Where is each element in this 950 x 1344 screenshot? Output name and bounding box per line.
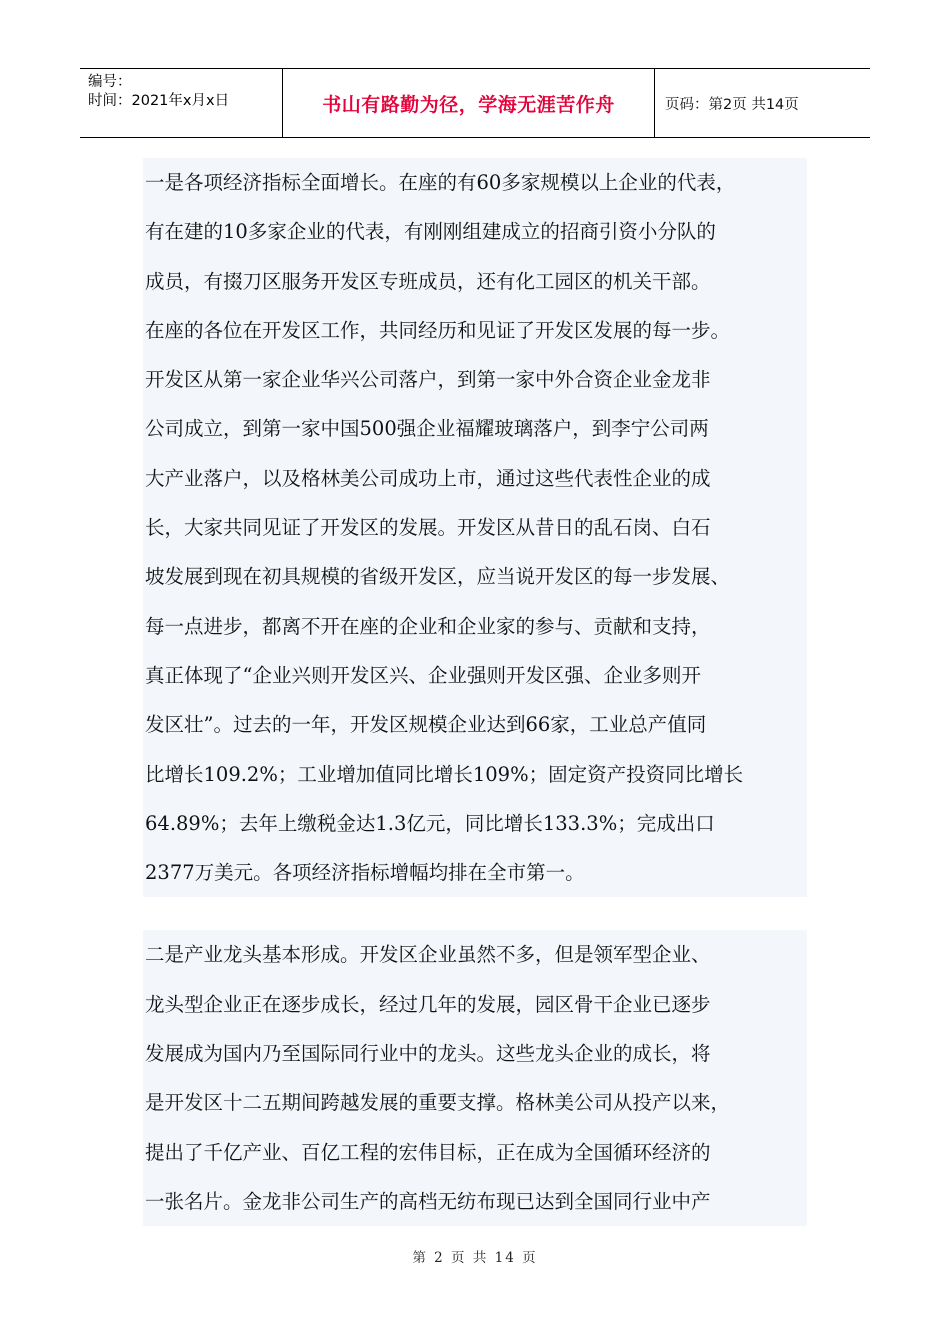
text-line: 发展成为国内乃至国际同行业中的龙头。这些龙头企业的成长，将	[145, 1042, 711, 1066]
text-line: 坡发展到现在初具规模的省级开发区，应当说开发区的每一步发展、	[145, 565, 731, 589]
text-line: 开发区从第一家企业华兴公司落户，到第一家中外合资企业金龙非	[145, 368, 711, 392]
text-line: 成员，有掇刀区服务开发区专班成员，还有化工园区的机关干部。	[145, 269, 711, 293]
text-line: 大产业落户，以及格林美公司成功上市，通过这些代表性企业的成	[145, 466, 711, 490]
text-line: 2377万美元。各项经济指标增幅均排在全市第一。	[145, 861, 585, 885]
text-line: 每一点进步，都离不开在座的企业和企业家的参与、贡献和支持，	[145, 614, 711, 638]
text-line: 是开发区十二五期间跨越发展的重要支撑。格林美公司从投产以来，	[145, 1091, 731, 1115]
document-time: 时间：2021年x月x日	[88, 93, 230, 109]
text-line: 发区壮”。过去的一年，开发区规模企业达到66家，工业总产值同	[145, 713, 707, 737]
text-line: 公司成立，到第一家中国500强企业福耀玻璃落户，到李宁公司两	[145, 417, 709, 441]
text-line: 提出了千亿产业、百亿工程的宏伟目标，正在成为全国循环经济的	[145, 1140, 711, 1164]
text-line: 长，大家共同见证了开发区的发展。开发区从昔日的乱石岗、白石	[145, 516, 711, 540]
document-body	[143, 158, 807, 1226]
paragraph-1	[143, 158, 807, 897]
text-line: 有在建的10多家企业的代表，有刚刚组建成立的招商引资小分队的	[145, 220, 716, 244]
header-motto-cell	[283, 69, 655, 137]
paragraph-gap	[143, 897, 807, 930]
page-header	[80, 68, 870, 138]
text-line: 比增长109.2%；工业增加值同比增长109%；固定资产投资同比增长	[145, 762, 744, 786]
document-number: 编号：	[88, 74, 132, 90]
text-line: 真正体现了“企业兴则开发区兴、企业强则开发区强、企业多则开	[145, 663, 701, 687]
header-meta	[80, 69, 283, 137]
text-line: 64.89%；去年上缴税金达1.3亿元，同比增长133.3%；完成出口	[145, 811, 715, 835]
text-line: 龙头型企业正在逐步成长，经过几年的发展，园区骨干企业已逐步	[145, 992, 711, 1016]
text-line: 一是各项经济指标全面增长。在座的有60多家规模以上企业的代表，	[145, 171, 736, 194]
text-line: 一张名片。金龙非公司生产的高档无纺布现已达到全国同行业中产	[145, 1189, 711, 1213]
header-page-info: 页码：第2页 共14页	[665, 96, 799, 113]
text-line: 二是产业龙头基本形成。开发区企业虽然不多，但是领军型企业、	[145, 943, 711, 967]
text-line: 在座的各位在开发区工作，共同经历和见证了开发区发展的每一步。	[145, 318, 731, 342]
page-footer: 第 2 页 共 14 页	[412, 1250, 538, 1266]
header-motto: 书山有路勤为径，学海无涯苦作舟	[322, 93, 615, 116]
paragraph-2	[143, 930, 807, 1226]
